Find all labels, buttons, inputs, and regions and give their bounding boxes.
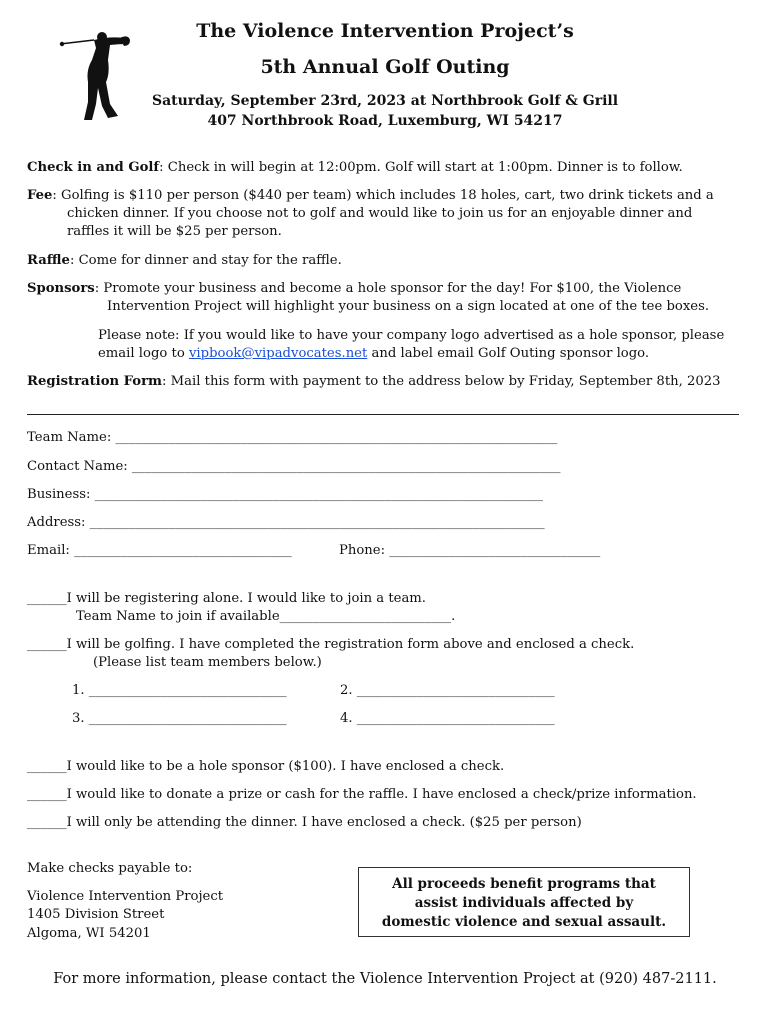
fee-label: Fee [27, 188, 53, 203]
callout-line-2: assist individuals affected by [414, 895, 634, 911]
option-hole-sponsor[interactable]: ______I would like to be a hole sponsor ($100). I have enclosed a check. [27, 759, 505, 774]
raffle-paragraph [27, 252, 747, 270]
checkin-text: : Check in will begin at 12:00pm. Golf will start at 1:00pm. Dinner is to follow. [159, 160, 683, 175]
event-date-venue: Saturday, September 23rd, 2023 at Northbrook Golf & Grill [151, 93, 619, 109]
payee-city: Algoma, WI 54201 [27, 926, 151, 941]
contact-name-field[interactable]: Contact Name: _________________________________________________________________ [27, 459, 561, 474]
team-member-2-field[interactable]: 2. ______________________________ [340, 683, 555, 698]
payee-street: 1405 Division Street [27, 907, 165, 922]
fee-text-2: chicken dinner. If you choose not to golf and would like to join us for an enjoyable dinner and [67, 206, 693, 221]
sponsors-paragraph [27, 280, 747, 316]
option-golfing[interactable]: ______I will be golfing. I have completed the registration form above and enclosed a check. [27, 637, 635, 652]
fee-paragraph [27, 187, 747, 241]
payee-org: Violence Intervention Project [27, 889, 224, 904]
fee-text-3: raffles it will be $25 per person. [67, 224, 282, 239]
sponsor-note [98, 327, 758, 363]
sponsor-email-link[interactable]: vipbook@vipadvocates.net [188, 346, 368, 361]
registration-label: Registration Form [27, 374, 163, 389]
event-org-title: The Violence Intervention Project’s [196, 20, 574, 42]
note-text-2a: email logo to [98, 346, 189, 361]
note-text-1: Please note: If you would like to have your company logo advertised as a hole sponsor, please [98, 328, 725, 343]
sponsors-text-2: Intervention Project will highlight your business on a sign located at one of the tee boxes. [107, 299, 710, 314]
raffle-label: Raffle [27, 253, 70, 268]
checkin-label: Check in and Golf [27, 160, 160, 175]
registration-text: : Mail this form with payment to the address below by Friday, September 8th, 2023 [162, 374, 721, 389]
team-member-4-field[interactable]: 4. ______________________________ [340, 711, 555, 726]
proceeds-callout-box [358, 867, 690, 937]
checkin-paragraph [27, 159, 747, 177]
phone-field[interactable]: Phone: ________________________________ [339, 543, 601, 558]
contact-footer: For more information, please contact the Violence Intervention Project at (920) 487-2111. [53, 971, 717, 987]
callout-line-1: All proceeds benefit programs that [392, 876, 656, 892]
sponsors-text-1: : Promote your business and become a hole sponsor for the day! For $100, the Violence [94, 281, 682, 296]
address-field[interactable]: Address: _____________________________________________________________________ [27, 515, 545, 530]
event-title: 5th Annual Golf Outing [260, 56, 510, 78]
registration-paragraph [27, 373, 757, 391]
team-member-3-field[interactable]: 3. ______________________________ [72, 711, 287, 726]
event-address: 407 Northbrook Road, Luxemburg, WI 54217 [207, 113, 563, 129]
option-dinner-only[interactable]: ______I will only be attending the dinner. I have enclosed a check. ($25 per person) [27, 815, 582, 830]
team-to-join-field[interactable]: Team Name to join if available__________________________. [76, 609, 456, 624]
raffle-text: : Come for dinner and stay for the raffle. [69, 253, 342, 268]
checks-payable-label: Make checks payable to: [27, 861, 193, 876]
callout-line-3: domestic violence and sexual assault. [381, 914, 667, 930]
note-text-2b: and label email Golf Outing sponsor logo. [367, 346, 650, 361]
team-name-field[interactable]: Team Name: ___________________________________________________________________ [27, 430, 558, 445]
team-member-1-field[interactable]: 1. ______________________________ [72, 683, 287, 698]
team-members-instruction: (Please list team members below.) [93, 655, 322, 670]
option-donate-prize[interactable]: ______I would like to donate a prize or cash for the raffle. I have enclosed a check/prize information. [27, 787, 697, 802]
email-field[interactable]: Email: _________________________________ [27, 543, 292, 558]
section-divider [27, 414, 739, 415]
sponsors-label: Sponsors [27, 281, 95, 296]
business-field[interactable]: Business: ____________________________________________________________________ [27, 487, 544, 502]
fee-text-1: : Golfing is $110 per person ($440 per team) which includes 18 holes, cart, two drink tickets and a [52, 188, 714, 203]
option-register-alone[interactable]: ______I will be registering alone. I would like to join a team. [27, 591, 426, 606]
